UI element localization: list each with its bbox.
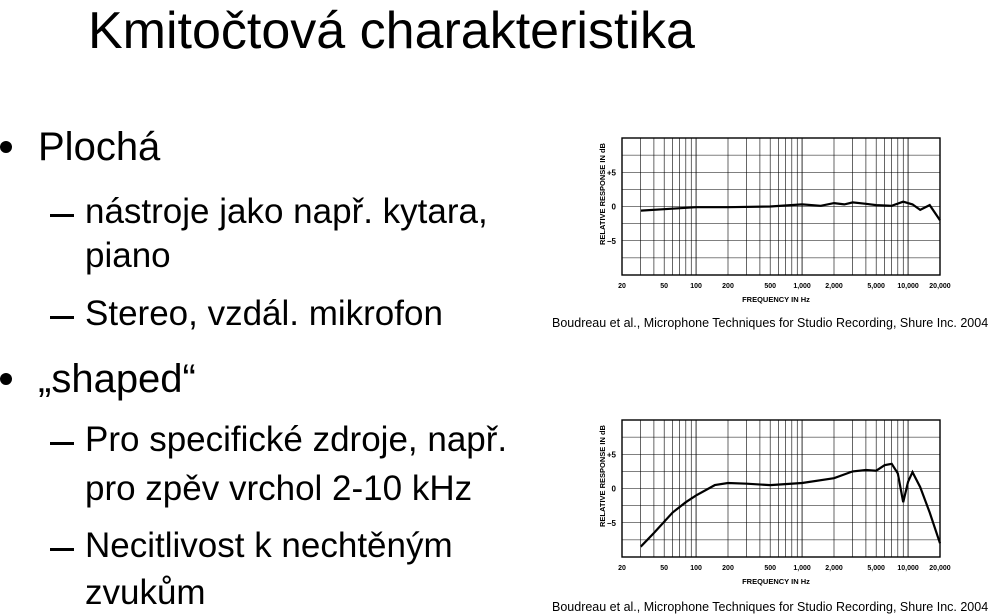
y-tick-label: −5	[606, 518, 616, 528]
bullet-dot	[0, 141, 12, 153]
sub-bullet-dash	[50, 548, 74, 551]
y-tick-label: 0	[611, 202, 616, 212]
x-axis-label: FREQUENCY IN Hz	[742, 577, 810, 586]
sub-bullet-continuation: zvukům	[85, 573, 206, 612]
sub-bullet-dash	[50, 442, 74, 445]
y-tick-label: 0	[611, 484, 616, 494]
x-axis-label: FREQUENCY IN Hz	[742, 295, 810, 304]
sub-bullet-text: Stereo, vzdál. mikrofon	[85, 294, 443, 333]
x-tick-label: 1,000	[793, 565, 811, 572]
x-tick-label: 50	[660, 565, 669, 572]
bullet-dot	[0, 373, 12, 385]
x-tick-label: 100	[690, 565, 702, 572]
sub-bullet-continuation: pro zpěv vrchol 2-10 kHz	[85, 469, 473, 508]
x-tick-label: 500	[764, 565, 777, 572]
frequency-response-chart-flat	[592, 132, 951, 308]
chart-caption: Boudreau et al., Microphone Techniques for Studio Recording, Shure Inc. 2004	[552, 600, 988, 614]
sub-bullet-text: Pro specifické zdroje, např.	[85, 420, 508, 459]
frequency-response-chart-shaped	[592, 414, 951, 590]
y-tick-label: −5	[606, 236, 616, 246]
x-tick-label: 200	[722, 283, 734, 290]
y-axis-label: RELATIVE RESPONSE IN dB	[598, 425, 607, 527]
bullet-label: Plochá	[38, 125, 161, 169]
x-tick-label: 10,000	[897, 565, 919, 572]
bullet-label: „shaped“	[38, 357, 196, 401]
x-tick-label: 5,000	[867, 283, 885, 290]
y-tick-label: +5	[606, 168, 616, 178]
y-axis-label: RELATIVE RESPONSE IN dB	[598, 143, 607, 245]
x-tick-label: 5,000	[867, 565, 885, 572]
x-tick-label: 20	[618, 565, 626, 572]
x-tick-label: 100	[690, 283, 702, 290]
x-tick-label: 500	[764, 283, 777, 290]
y-tick-label: +5	[606, 450, 616, 460]
x-tick-label: 2,000	[825, 565, 843, 572]
sub-bullet-dash	[50, 214, 74, 217]
sub-bullet-text: nástroje jako např. kytara,	[85, 192, 488, 231]
x-tick-label: 20,000	[929, 283, 951, 290]
x-tick-label: 50	[660, 283, 669, 290]
chart-caption: Boudreau et al., Microphone Techniques for Studio Recording, Shure Inc. 2004	[552, 316, 988, 330]
x-tick-label: 1,000	[793, 283, 811, 290]
page-title: Kmitočtová charakteristika	[88, 2, 695, 60]
x-tick-label: 10,000	[897, 283, 919, 290]
sub-bullet-dash	[50, 316, 74, 319]
sub-bullet-continuation: piano	[85, 236, 171, 275]
sub-bullet-text: Necitlivost k nechtěným	[85, 526, 453, 565]
x-tick-label: 20,000	[929, 565, 951, 572]
x-tick-label: 20	[618, 283, 626, 290]
x-tick-label: 2,000	[825, 283, 843, 290]
x-tick-label: 200	[722, 565, 734, 572]
